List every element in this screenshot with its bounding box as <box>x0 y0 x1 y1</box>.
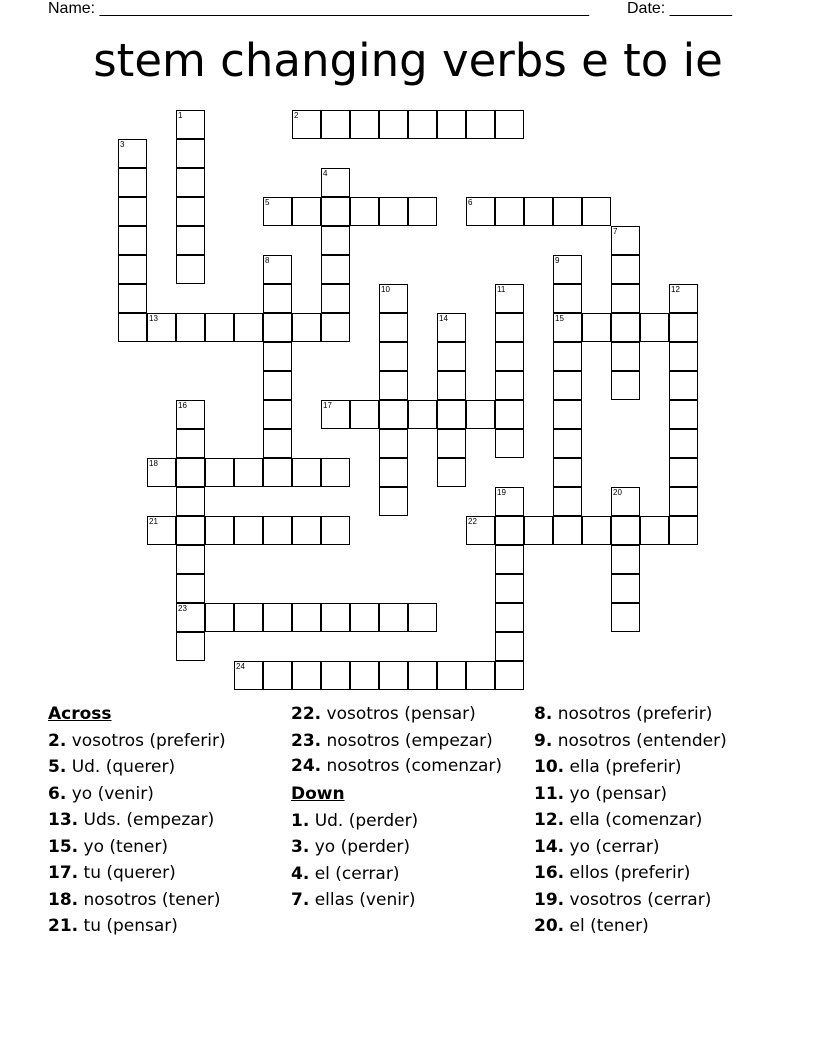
grid-cell[interactable] <box>118 139 147 168</box>
clue-down-12: 12. ella (comenzar) <box>534 810 703 830</box>
grid-cell[interactable] <box>292 313 321 342</box>
grid-cell[interactable] <box>379 371 408 400</box>
clue-number-label: 6 <box>468 198 473 207</box>
clue-number-label: 20 <box>613 488 622 497</box>
grid-cell[interactable] <box>292 458 321 487</box>
grid-cell[interactable] <box>176 603 205 632</box>
grid-cell[interactable] <box>176 632 205 661</box>
grid-cell[interactable] <box>495 313 524 342</box>
grid-cell[interactable] <box>495 603 524 632</box>
grid-cell[interactable] <box>176 400 205 429</box>
grid-cell[interactable] <box>205 313 234 342</box>
grid-cell[interactable] <box>495 516 524 545</box>
grid-cell[interactable] <box>495 197 524 226</box>
clue-number-label: 3 <box>120 140 125 149</box>
clue-across-17: 17. tu (querer) <box>48 863 176 883</box>
clues-column-3 <box>534 701 774 940</box>
clue-down-10: 10. ella (preferir) <box>534 757 682 777</box>
grid-cell[interactable] <box>379 429 408 458</box>
clue-number-label: 24 <box>236 662 245 671</box>
grid-cell[interactable] <box>669 487 698 516</box>
grid-cell[interactable] <box>640 313 669 342</box>
grid-cell[interactable] <box>176 197 205 226</box>
grid-cell[interactable] <box>611 342 640 371</box>
grid-cell[interactable] <box>176 139 205 168</box>
grid-cell[interactable] <box>118 197 147 226</box>
grid-cell[interactable] <box>466 110 495 139</box>
clue-down-19: 19. vosotros (cerrar) <box>534 889 712 910</box>
page-title: stem changing verbs e to ie <box>93 34 723 87</box>
clue-number-label: 10 <box>381 285 390 294</box>
clue-across-21: 21. tu (pensar) <box>48 916 178 936</box>
clue-number-label: 14 <box>439 314 448 323</box>
clue-down-8: 8. nosotros (preferir) <box>534 704 713 724</box>
grid-cell[interactable] <box>611 226 640 255</box>
grid-cell[interactable] <box>408 400 437 429</box>
grid-cell[interactable] <box>263 342 292 371</box>
grid-cell[interactable] <box>669 400 698 429</box>
clue-number-label: 23 <box>178 604 187 613</box>
grid-cell[interactable] <box>495 661 524 690</box>
grid-cell[interactable] <box>466 197 495 226</box>
grid-cell[interactable] <box>205 458 234 487</box>
grid-cell[interactable] <box>118 255 147 284</box>
grid-cell[interactable] <box>495 429 524 458</box>
grid-cell[interactable] <box>553 516 582 545</box>
grid-cell[interactable] <box>176 429 205 458</box>
clue-down-14: 14. yo (cerrar) <box>534 836 660 857</box>
grid-cell[interactable] <box>147 458 176 487</box>
grid-cell[interactable] <box>611 487 640 516</box>
grid-cell[interactable] <box>379 400 408 429</box>
grid-cell[interactable] <box>640 516 669 545</box>
grid-cell[interactable] <box>524 516 553 545</box>
grid-cell[interactable] <box>321 603 350 632</box>
clue-down-1: 1. Ud. (perder) <box>291 810 419 831</box>
clue-down-16: 16. ellos (preferir) <box>534 863 691 883</box>
grid-cell[interactable] <box>292 603 321 632</box>
grid-cell[interactable] <box>379 110 408 139</box>
grid-cell[interactable] <box>350 197 379 226</box>
grid-cell[interactable] <box>263 603 292 632</box>
clue-number-label: 7 <box>613 227 618 236</box>
grid-cell[interactable] <box>495 342 524 371</box>
grid-cell[interactable] <box>263 197 292 226</box>
grid-cell[interactable] <box>321 226 350 255</box>
grid-cell[interactable] <box>379 487 408 516</box>
clue-across-6: 6. yo (venir) <box>48 783 154 804</box>
grid-cell[interactable] <box>611 284 640 313</box>
grid-cell[interactable] <box>321 313 350 342</box>
grid-cell[interactable] <box>524 197 553 226</box>
grid-cell[interactable] <box>553 458 582 487</box>
grid-cell[interactable] <box>611 313 640 342</box>
clue-number-label: 8 <box>265 256 270 265</box>
clue-across-18: 18. nosotros (tener) <box>48 889 221 910</box>
clue-number-label: 11 <box>497 285 506 294</box>
grid-cell[interactable] <box>321 168 350 197</box>
grid-cell[interactable] <box>263 458 292 487</box>
grid-cell[interactable] <box>379 603 408 632</box>
grid-cell[interactable] <box>553 429 582 458</box>
grid-cell[interactable] <box>147 313 176 342</box>
grid-cell[interactable] <box>350 400 379 429</box>
grid-cell[interactable] <box>176 226 205 255</box>
grid-cell[interactable] <box>205 603 234 632</box>
grid-cell[interactable] <box>234 313 263 342</box>
grid-cell[interactable] <box>437 661 466 690</box>
clue-across-13: 13. Uds. (empezar) <box>48 810 215 830</box>
clues-column-1 <box>48 701 278 940</box>
clue-across-5: 5. Ud. (querer) <box>48 757 176 777</box>
grid-cell[interactable] <box>379 458 408 487</box>
grid-cell[interactable] <box>379 661 408 690</box>
grid-cell[interactable] <box>495 400 524 429</box>
clue-number-label: 21 <box>149 517 158 526</box>
grid-cell[interactable] <box>582 313 611 342</box>
grid-cell[interactable] <box>437 458 466 487</box>
grid-cell[interactable] <box>553 371 582 400</box>
clue-across-22: 22. vosotros (pensar) <box>291 704 476 724</box>
grid-cell[interactable] <box>176 313 205 342</box>
clue-down-4: 4. el (cerrar) <box>291 863 400 884</box>
grid-cell[interactable] <box>553 255 582 284</box>
grid-cell[interactable] <box>495 574 524 603</box>
grid-cell[interactable] <box>118 313 147 342</box>
clue-down-11: 11. yo (pensar) <box>534 783 667 804</box>
grid-cell[interactable] <box>408 661 437 690</box>
grid-cell[interactable] <box>495 545 524 574</box>
grid-cell[interactable] <box>582 516 611 545</box>
grid-cell[interactable] <box>669 516 698 545</box>
clue-down-9: 9. nosotros (entender) <box>534 730 727 751</box>
grid-cell[interactable] <box>176 110 205 139</box>
clue-number-label: 12 <box>671 285 680 294</box>
grid-cell[interactable] <box>263 429 292 458</box>
clue-across-15: 15. yo (tener) <box>48 836 169 857</box>
clue-number-label: 4 <box>323 169 328 178</box>
grid-cell[interactable] <box>466 661 495 690</box>
grid-cell[interactable] <box>321 284 350 313</box>
grid-cell[interactable] <box>176 545 205 574</box>
grid-cell[interactable] <box>234 603 263 632</box>
grid-cell[interactable] <box>234 516 263 545</box>
grid-cell[interactable] <box>263 661 292 690</box>
grid-cell[interactable] <box>176 458 205 487</box>
grid-cell[interactable] <box>263 371 292 400</box>
clues-column-2 <box>291 701 521 914</box>
clue-number-label: 1 <box>178 111 183 120</box>
grid-cell[interactable] <box>611 545 640 574</box>
grid-cell[interactable] <box>350 603 379 632</box>
down-heading: Down <box>291 784 345 804</box>
grid-cell[interactable] <box>176 168 205 197</box>
clue-number-label: 5 <box>265 198 270 207</box>
grid-cell[interactable] <box>118 226 147 255</box>
clue-across-23: 23. nosotros (empezar) <box>291 730 493 751</box>
grid-cell[interactable] <box>437 110 466 139</box>
grid-cell[interactable] <box>611 371 640 400</box>
grid-cell[interactable] <box>466 516 495 545</box>
grid-cell[interactable] <box>321 197 350 226</box>
grid-cell[interactable] <box>292 110 321 139</box>
grid-cell[interactable] <box>437 371 466 400</box>
grid-cell[interactable] <box>495 284 524 313</box>
clue-down-20: 20. el (tener) <box>534 916 649 936</box>
grid-cell[interactable] <box>495 487 524 516</box>
grid-cell[interactable] <box>466 400 495 429</box>
grid-cell[interactable] <box>321 661 350 690</box>
grid-cell[interactable] <box>263 255 292 284</box>
grid-cell[interactable] <box>176 487 205 516</box>
grid-cell[interactable] <box>147 516 176 545</box>
grid-cell[interactable] <box>118 284 147 313</box>
date-field: Date: _______ <box>627 0 732 17</box>
grid-cell[interactable] <box>611 516 640 545</box>
grid-cell[interactable] <box>669 429 698 458</box>
clue-across-24: 24. nosotros (comenzar) <box>291 756 503 776</box>
grid-cell[interactable] <box>553 313 582 342</box>
grid-cell[interactable] <box>669 284 698 313</box>
grid-cell[interactable] <box>176 516 205 545</box>
grid-cell[interactable] <box>437 313 466 342</box>
grid-cell[interactable] <box>669 371 698 400</box>
grid-cell[interactable] <box>408 603 437 632</box>
grid-cell[interactable] <box>582 197 611 226</box>
grid-cell[interactable] <box>611 603 640 632</box>
grid-cell[interactable] <box>292 516 321 545</box>
clue-number-label: 2 <box>294 111 299 120</box>
clue-number-label: 15 <box>555 314 564 323</box>
grid-cell[interactable] <box>292 197 321 226</box>
grid-cell[interactable] <box>263 516 292 545</box>
clue-number-label: 22 <box>468 517 477 526</box>
grid-cell[interactable] <box>379 313 408 342</box>
across-heading: Across <box>48 704 112 724</box>
grid-cell[interactable] <box>379 197 408 226</box>
grid-cell[interactable] <box>321 110 350 139</box>
grid-cell[interactable] <box>176 255 205 284</box>
grid-cell[interactable] <box>263 284 292 313</box>
grid-cell[interactable] <box>263 313 292 342</box>
grid-cell[interactable] <box>437 429 466 458</box>
grid-cell[interactable] <box>553 487 582 516</box>
grid-cell[interactable] <box>350 661 379 690</box>
grid-cell[interactable] <box>669 458 698 487</box>
grid-cell[interactable] <box>408 197 437 226</box>
grid-cell[interactable] <box>379 342 408 371</box>
grid-cell[interactable] <box>495 371 524 400</box>
grid-cell[interactable] <box>611 574 640 603</box>
clue-number-label: 13 <box>149 314 158 323</box>
grid-cell[interactable] <box>234 661 263 690</box>
grid-cell[interactable] <box>669 342 698 371</box>
name-field: Name: _______________________________________________________ <box>48 0 589 17</box>
grid-cell[interactable] <box>553 342 582 371</box>
clue-across-2: 2. vosotros (preferir) <box>48 730 226 751</box>
grid-cell[interactable] <box>408 110 437 139</box>
grid-cell[interactable] <box>321 458 350 487</box>
clue-down-7: 7. ellas (venir) <box>291 890 416 910</box>
grid-cell[interactable] <box>205 516 234 545</box>
grid-cell[interactable] <box>321 400 350 429</box>
grid-cell[interactable] <box>379 284 408 313</box>
clue-number-label: 9 <box>555 256 560 265</box>
clue-number-label: 18 <box>149 459 158 468</box>
clue-number-label: 16 <box>178 401 187 410</box>
grid-cell[interactable] <box>321 255 350 284</box>
grid-cell[interactable] <box>234 458 263 487</box>
clue-number-label: 19 <box>497 488 506 497</box>
grid-cell[interactable] <box>321 516 350 545</box>
clue-down-3: 3. yo (perder) <box>291 837 411 857</box>
grid-cell[interactable] <box>553 400 582 429</box>
grid-cell[interactable] <box>350 110 379 139</box>
grid-cell[interactable] <box>553 284 582 313</box>
grid-cell[interactable] <box>437 400 466 429</box>
grid-cell[interactable] <box>495 632 524 661</box>
grid-cell[interactable] <box>263 400 292 429</box>
grid-cell[interactable] <box>292 661 321 690</box>
grid-cell[interactable] <box>495 110 524 139</box>
grid-cell[interactable] <box>176 574 205 603</box>
clue-number-label: 17 <box>323 401 332 410</box>
grid-cell[interactable] <box>437 342 466 371</box>
grid-cell[interactable] <box>118 168 147 197</box>
grid-cell[interactable] <box>553 197 582 226</box>
grid-cell[interactable] <box>669 313 698 342</box>
grid-cell[interactable] <box>611 255 640 284</box>
